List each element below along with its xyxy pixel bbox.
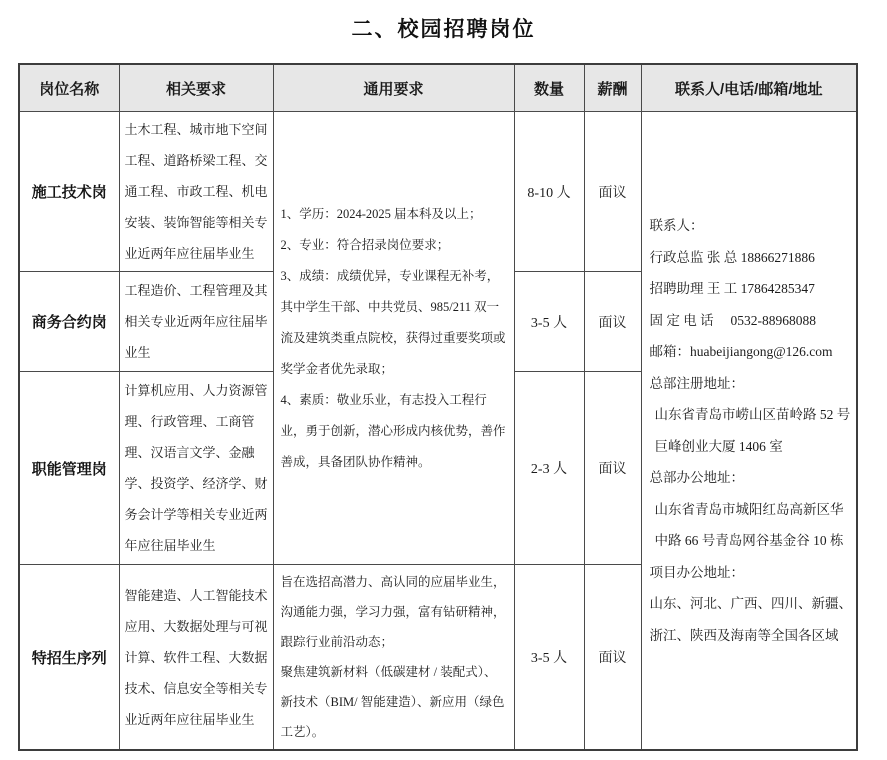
header-requirements: 相关要求	[119, 64, 273, 112]
headcount: 3-5 人	[514, 565, 584, 751]
table-row	[19, 112, 857, 272]
contact-line: 浙江、陕西及海南等全国各区域	[649, 627, 839, 643]
contact-email: 邮箱：huabeijiangong@126.com	[649, 344, 833, 359]
position-name: 商务合约岗	[19, 272, 119, 372]
headcount: 8-10 人	[514, 112, 584, 272]
salary: 面议	[584, 372, 641, 565]
header-position: 岗位名称	[19, 64, 119, 112]
contact-line: 行政总监 张 总 18866271886	[649, 249, 815, 265]
contact-line: 项目办公地址：	[649, 564, 744, 580]
position-requirements: 土木工程、城市地下空间工程、道路桥梁工程、交通工程、市政工程、机电安装、装饰智能等相关专业近两年应往届毕业生	[119, 112, 273, 272]
table-header-row	[19, 64, 857, 112]
general-requirements-cell	[273, 112, 514, 565]
header-count: 数量	[514, 64, 584, 112]
contact-info-cell	[641, 112, 857, 751]
headcount: 2-3 人	[514, 372, 584, 565]
contact-line: 山东省青岛市崂山区苗岭路 52 号	[654, 407, 851, 422]
position-requirements: 计算机应用、人力资源管理、行政管理、工商管理、汉语言文学、金融学、投资学、经济学、财务会计学等相关专业近两年应往届毕业生	[119, 372, 273, 565]
contact-line: 联系人：	[649, 218, 704, 233]
headcount: 3-5 人	[514, 272, 584, 372]
header-salary: 薪酬	[584, 64, 641, 112]
contact-line: 总部办公地址：	[649, 470, 744, 485]
contact-line: 招聘助理 王 工 17864285347	[649, 281, 815, 296]
recruitment-table	[18, 63, 858, 751]
special-general-requirements-cell	[273, 565, 514, 751]
position-name: 职能管理岗	[19, 372, 119, 565]
contact-line: 总部注册地址：	[649, 375, 744, 391]
general-requirement-item: 4、素质：敬业乐业，有志投入工程行业，勇于创新，潜心形成内核优势，善作善成，具备团队协作精神。	[280, 392, 506, 469]
salary: 面议	[584, 112, 641, 272]
position-name: 施工技术岗	[19, 112, 119, 272]
position-name: 特招生序列	[19, 565, 119, 751]
page-title: 二、校园招聘岗位	[351, 18, 536, 41]
general-requirement-item: 2、专业：符合招录岗位要求；	[280, 237, 450, 252]
header-general-requirements: 通用要求	[273, 64, 514, 112]
general-requirement-item: 1、学历：2024-2025 届本科及以上；	[280, 206, 482, 221]
special-requirement-item: 旨在选招高潜力、高认同的应届毕业生，沟通能力强，学习力强，富有钻研精神，跟踪行业前沿动态；	[280, 575, 506, 649]
contact-line: 山东省青岛市城阳红岛高新区华	[654, 501, 844, 517]
contact-line: 中路 66 号青岛网谷基金谷 10 栋	[654, 533, 844, 548]
salary: 面议	[584, 565, 641, 751]
contact-line: 固 定 电 话 0532-88968088	[649, 312, 816, 328]
contact-line: 山东、河北、广西、四川、新疆、	[649, 596, 852, 611]
special-requirement-item: 聚焦建筑新材料（低碳建材 / 装配式）、新技术（BIM/ 智能建造）、新应用（绿色工艺）。	[280, 665, 505, 739]
position-requirements: 工程造价、工程管理及其相关专业近两年应往届毕业生	[119, 272, 273, 372]
header-contact: 联系人/电话/邮箱/地址	[641, 64, 857, 112]
position-requirements: 智能建造、人工智能技术应用、大数据处理与可视计算、软件工程、大数据技术、信息安全等相关专业近两年应往届毕业生	[119, 565, 273, 751]
general-requirement-item: 3、成绩：成绩优异，专业课程无补考，其中学生干部、中共党员、985/211 双一流及建筑类重点院校，获得过重要奖项或奖学金者优先录取；	[280, 268, 506, 376]
contact-line: 巨峰创业大厦 1406 室	[654, 438, 783, 454]
salary: 面议	[584, 272, 641, 372]
